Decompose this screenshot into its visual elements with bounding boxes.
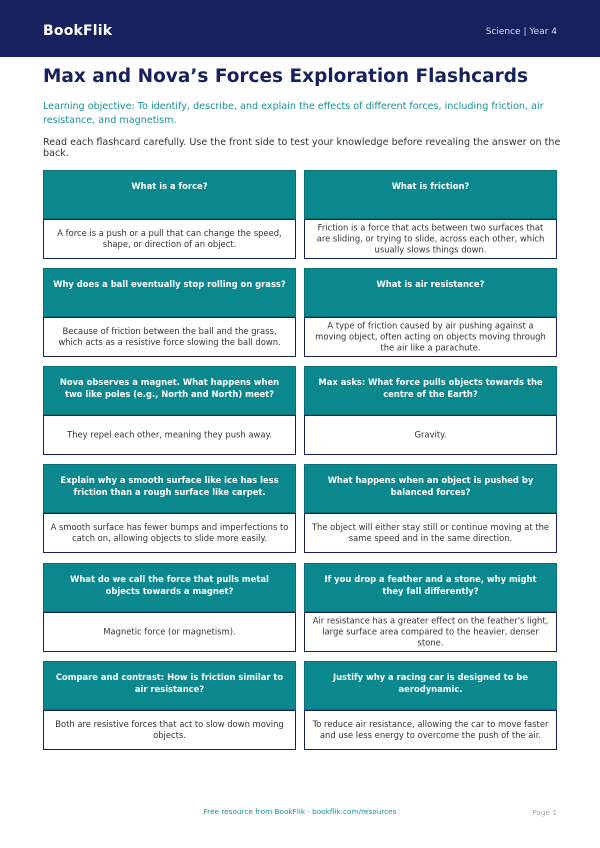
flashcard[interactable]	[304, 563, 557, 650]
flashcard[interactable]	[43, 268, 296, 355]
flashcard-answer: Friction is a force that acts between two surfaces that are sliding, or trying to slide, across each other, which usually slows things down.	[316, 222, 545, 255]
flashcard-front[interactable]	[304, 464, 557, 513]
flashcard-question: If you drop a feather and a stone, why might they fall differently?	[324, 574, 537, 596]
top-banner	[0, 0, 600, 57]
flashcard[interactable]	[304, 268, 557, 355]
flashcard-back[interactable]	[304, 219, 557, 259]
instructions: Read each flashcard carefully. Use the front side to test your knowledge before revealing the answer on the back.	[43, 137, 561, 159]
learning-objective: Learning objective: To identify, describe, and explain the effects of different forces, including friction, air resistance, and magnetism.	[43, 101, 544, 126]
flashcard-front[interactable]	[43, 170, 296, 219]
flashcard-answer: They repel each other, meaning they push away.	[67, 429, 272, 440]
flashcard-front[interactable]	[304, 268, 557, 317]
flashcard[interactable]	[304, 170, 557, 257]
flashcard-front[interactable]	[304, 366, 557, 415]
flashcard-front[interactable]	[43, 464, 296, 513]
flashcard-question: Nova observes a magnet. What happens when two like poles (e.g., North and North) meet?	[59, 377, 280, 399]
flashcard-answer: To reduce air resistance, allowing the car to move faster and use less energy to overcome the push of the air.	[312, 719, 549, 740]
flashcard-question: Compare and contrast: How is friction similar to air resistance?	[55, 672, 284, 694]
flashcard-back[interactable]	[304, 415, 557, 455]
flashcard[interactable]	[304, 661, 557, 748]
flashcard-front[interactable]	[43, 268, 296, 317]
subject-year-label: Science | Year 4	[485, 27, 557, 37]
flashcard-question: Justify why a racing car is designed to be aerodynamic.	[333, 672, 528, 694]
flashcard-question: What is air resistance?	[376, 279, 485, 289]
flashcard-front[interactable]	[304, 563, 557, 612]
flashcard-back[interactable]	[304, 710, 557, 750]
flashcard-question: Why does a ball eventually stop rolling on grass?	[53, 279, 286, 289]
flashcard[interactable]	[43, 464, 296, 551]
flashcard-back[interactable]	[43, 219, 296, 259]
flashcard[interactable]	[304, 366, 557, 453]
flashcard[interactable]	[43, 661, 296, 748]
flashcard-back[interactable]	[304, 513, 557, 553]
footer-link[interactable]: Free resource from BookFlik · bookflik.com/resources	[203, 807, 397, 816]
flashcard-question: What happens when an object is pushed by balanced forces?	[327, 475, 534, 497]
flashcard-answer: Both are resistive forces that act to slow down moving objects.	[55, 719, 284, 740]
flashcard-answer: The object will either stay still or continue moving at the same speed and in the same direction.	[311, 522, 550, 543]
flashcard-back[interactable]	[43, 710, 296, 750]
flashcard[interactable]	[43, 563, 296, 650]
flashcard-question: Explain why a smooth surface like ice has less friction than a rough surface like carpet.	[60, 475, 279, 497]
page-title: Max and Nova’s Forces Exploration Flashcards	[43, 66, 528, 87]
flashcard-question: Max asks: What force pulls objects towards the centre of the Earth?	[318, 377, 543, 399]
flashcard-back[interactable]	[43, 513, 296, 553]
flashcard-answer: A force is a push or a pull that can change the speed, shape, or direction of an object.	[57, 228, 282, 249]
flashcard-back[interactable]	[304, 612, 557, 652]
flashcard-answer: Magnetic force (or magnetism).	[103, 626, 236, 637]
flashcard-front[interactable]	[43, 366, 296, 415]
flashcard-back[interactable]	[43, 612, 296, 652]
flashcard-back[interactable]	[43, 415, 296, 455]
page-number: Page 1	[532, 808, 557, 817]
flashcard-front[interactable]	[43, 661, 296, 710]
flashcard-answer: Because of friction between the ball and the grass, which acts as a resistive force slowing the ball down.	[58, 326, 281, 347]
flashcard-question: What is a force?	[131, 181, 208, 191]
flashcard-question: What is friction?	[391, 181, 470, 191]
flashcard[interactable]	[43, 366, 296, 453]
flashcard-front[interactable]	[43, 563, 296, 612]
flashcard-back[interactable]	[43, 317, 296, 357]
brand-logo: BookFlik	[43, 23, 113, 39]
flashcard-answer: A smooth surface has fewer bumps and imperfections to catch on, allowing objects to slide more easily.	[50, 522, 289, 543]
flashcard-answer: Gravity.	[414, 429, 447, 440]
flashcard-front[interactable]	[304, 661, 557, 710]
flashcard-question: What do we call the force that pulls metal objects towards a magnet?	[70, 574, 269, 596]
flashcard[interactable]	[304, 464, 557, 551]
flashcard-answer: Air resistance has a greater effect on the feather's light, large surface area compared to the heavier, denser stone.	[312, 615, 549, 648]
flashcard[interactable]	[43, 170, 296, 257]
flashcard-back[interactable]	[304, 317, 557, 357]
flashcard-answer: A type of friction caused by air pushing against a moving object, often acting on objects moving through the air like a parachute.	[315, 320, 546, 353]
flashcard-front[interactable]	[304, 170, 557, 219]
